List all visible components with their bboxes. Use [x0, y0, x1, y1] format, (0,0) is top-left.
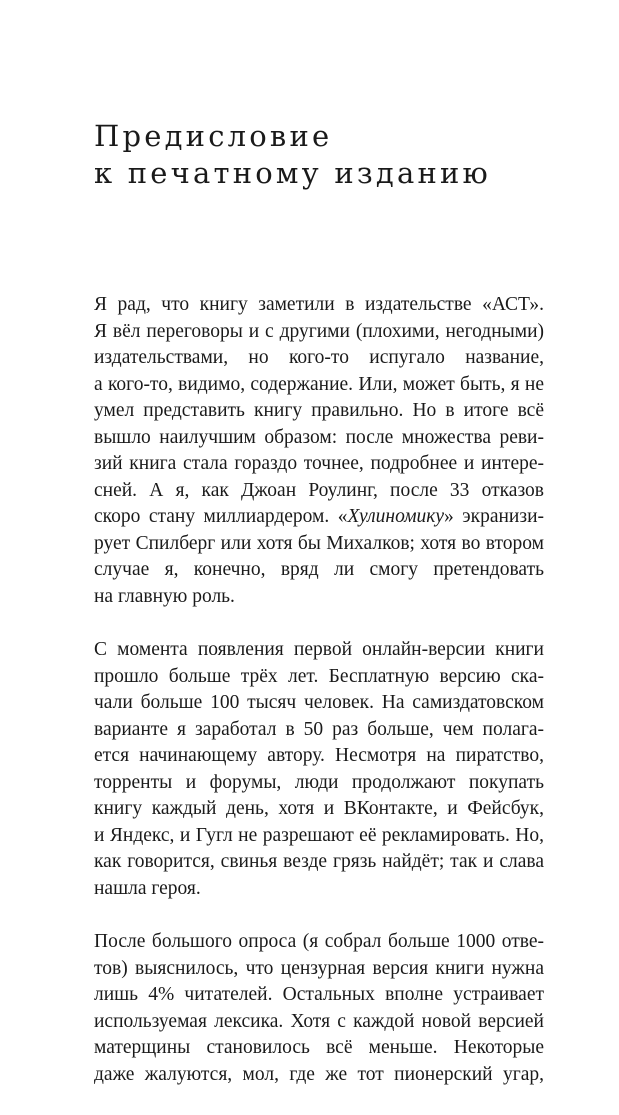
text-line: издательствами, но кого-то испугало название,	[94, 347, 544, 368]
text-line: лишь 4% читателей. Остальных вполне устраивает	[94, 984, 544, 1005]
text-line: После большого опроса (я собрал больше 1000 отве-	[94, 931, 544, 952]
text-line: варианте я заработал в 50 раз больше, чем полага-	[94, 718, 544, 740]
text-line: нашла героя.	[94, 877, 201, 899]
chapter-heading-line-1: Предисловие	[94, 119, 333, 153]
paragraph-2	[94, 637, 544, 902]
text-line: на главную роль.	[94, 585, 235, 607]
text-line: а кого-то, видимо, содержание. Или, может быть, я не	[94, 373, 544, 395]
text-line: тов) выяснилось, что цензурная версия книги нужна	[94, 957, 544, 979]
text-line: ется начинающему автору. Несмотря на пиратство,	[94, 745, 544, 766]
text-line: даже жалуются, мол, где же тот пионерский угар,	[94, 1063, 544, 1085]
text-line: случае я, конечно, вряд ли смогу претендовать	[94, 559, 544, 580]
text-segment: скоро стану миллиардером. «	[94, 506, 348, 527]
book-title-italic: Хулиномику	[347, 506, 445, 527]
paragraph-1	[94, 292, 544, 610]
text-line: Я вёл переговоры и с другими (плохими, негодными)	[94, 320, 544, 342]
text-line: С момента появления первой онлайн-версии книги	[94, 639, 544, 660]
text-segment: » экранизи-	[444, 506, 544, 527]
text-line	[94, 504, 544, 531]
text-line: умел представить книгу правильно. Но в итоге всё	[94, 400, 544, 421]
paragraph-3	[94, 929, 544, 1088]
text-line: вышло наилучшим образом: после множества реви-	[94, 426, 544, 448]
text-line: чали больше 100 тысяч человек. На самиздатовском	[94, 692, 544, 713]
text-line: сней. А я, как Джоан Роулинг, после 33 отказов	[94, 479, 544, 501]
chapter-heading	[94, 118, 534, 192]
text-line: и Яндекс, и Гугл не разрешают её рекламировать. Но,	[94, 824, 544, 846]
text-line: прошло больше трёх лет. Бесплатную версию ска-	[94, 665, 544, 687]
text-line: Я рад, что книгу заметили в издательстве «АСТ».	[94, 294, 544, 315]
text-line: зий книга стала гораздо точнее, подробнее и интере-	[94, 453, 544, 474]
text-line: книгу каждый день, хотя и ВКонтакте, и Фейсбук,	[94, 798, 544, 819]
text-line: матерщины становилось всё меньше. Некоторые	[94, 1037, 544, 1058]
text-line: как говорится, свинья везде грязь найдёт; так и слава	[94, 851, 544, 872]
text-line: торренты и форумы, люди продолжают покупать	[94, 771, 544, 793]
text-line: используемая лексика. Хотя с каждой новой версией	[94, 1010, 544, 1032]
chapter-heading-line-2: к печатному изданию	[94, 156, 491, 190]
body-text	[94, 292, 544, 1115]
text-line: рует Спилберг или хотя бы Михалков; хотя во втором	[94, 532, 544, 554]
